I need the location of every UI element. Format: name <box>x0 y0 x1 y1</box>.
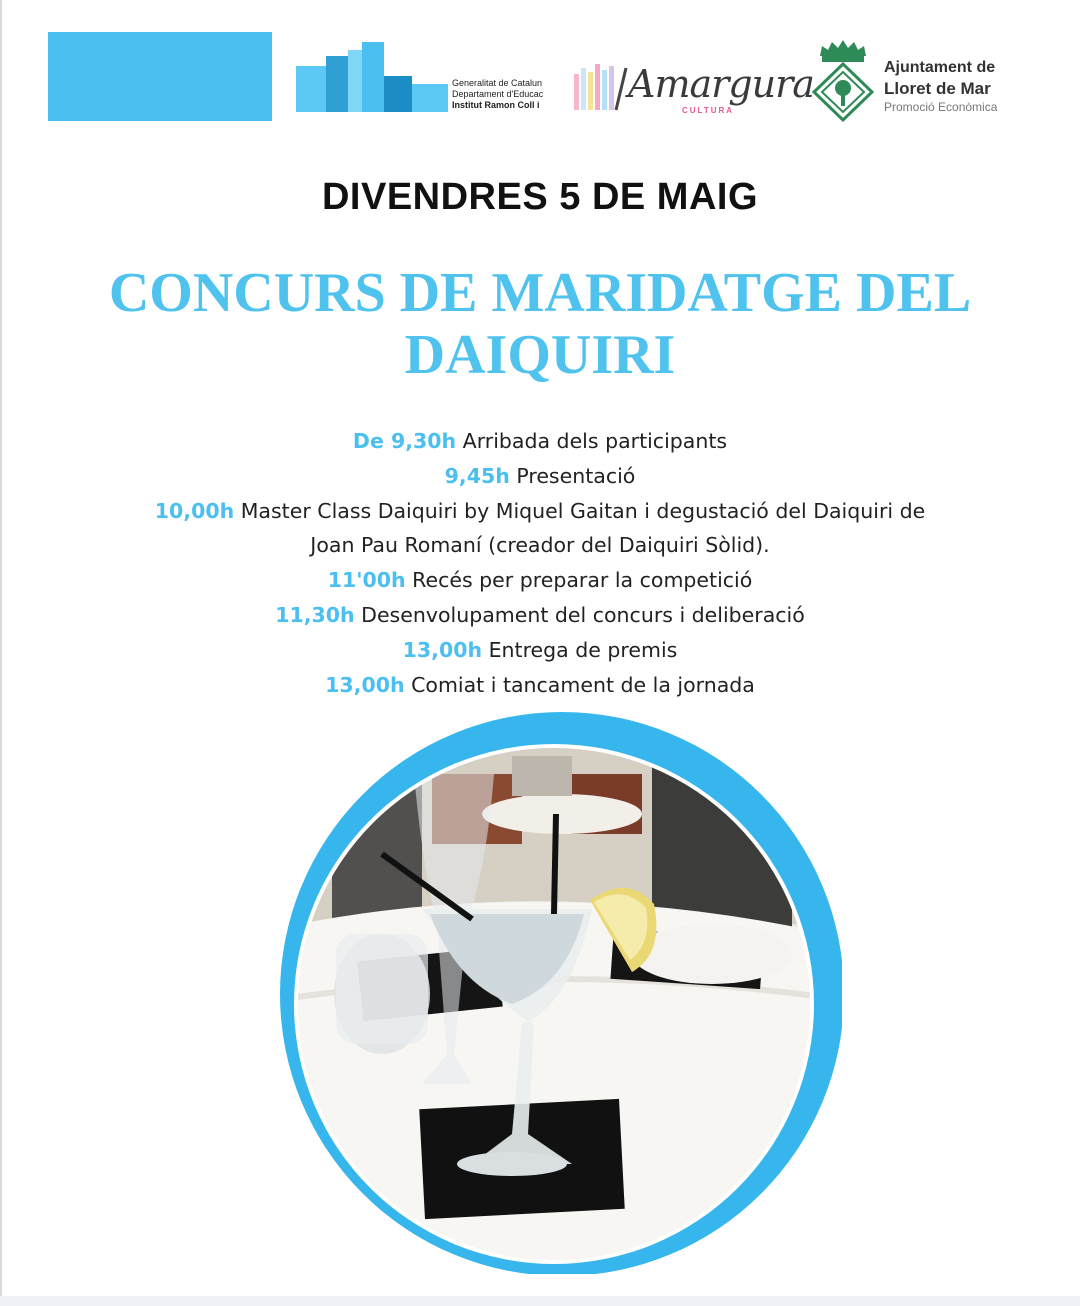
event-title <box>60 262 1020 386</box>
ajuntament-line2: Lloret de Mar <box>884 79 991 98</box>
schedule-text: Master Class Daiquiri by Miquel Gaitan i degustació del Daiquiri de <box>234 498 926 523</box>
schedule-time: 10,00h <box>154 498 235 523</box>
ajuntament-line3: Promoció Econòmica <box>884 100 998 114</box>
daiquiri-photo <box>272 704 842 1274</box>
lloret-seal-icon <box>808 38 878 122</box>
schedule-row <box>60 633 1020 668</box>
schedule-time: 13,00h <box>325 672 405 697</box>
schedule-time: 11,30h <box>275 602 355 627</box>
generalitat-line1: Generalitat de Catalun <box>452 78 543 88</box>
schedule-time: 9,45h <box>444 463 510 488</box>
schedule-row <box>60 668 1020 703</box>
schedule-row <box>60 459 1020 494</box>
generalitat-text <box>452 78 554 111</box>
generalitat-line2: Departament d'Educac <box>452 89 544 99</box>
ajuntament-line1: Ajuntament de <box>884 59 996 76</box>
schedule-row <box>60 528 1020 563</box>
event-date: DIVENDRES 5 DE MAIG <box>321 176 759 218</box>
schedule-time: 11'00h <box>327 568 406 593</box>
schedule-text: Arribada dels participants <box>456 429 728 453</box>
bottom-band <box>0 1296 1080 1306</box>
schedule-time: 13,00h <box>402 637 483 662</box>
schedule-text: Recés per preparar la competició <box>405 568 753 593</box>
schedule-time: De 9,30h <box>352 429 457 453</box>
schedule-row <box>60 424 1020 459</box>
blue-logo-placeholder <box>48 32 272 121</box>
generalitat-line3: Institut Ramon Coll i <box>452 100 540 110</box>
schedule-row <box>60 598 1020 633</box>
schedule-text: Presentació <box>509 463 636 488</box>
schedule-text: Comiat i tancament de la jornada <box>404 672 755 697</box>
schedule-text: Desenvolupament del concurs i deliberació <box>354 602 805 627</box>
schedule-text: Entrega de premis <box>482 637 678 662</box>
event-title-line2: DAIQUIRI <box>404 324 676 386</box>
schedule-row <box>60 494 1020 529</box>
schedule-text: Joan Pau Romaní (creador del Daiquiri Sòlid). <box>310 533 770 558</box>
schedule-row <box>60 563 1020 598</box>
ajuntament-text <box>884 58 997 115</box>
schedule-list <box>60 424 1020 702</box>
amargura-sub: CULTURA <box>682 106 735 115</box>
amargura-name: Amargura <box>628 62 814 106</box>
event-title-line1: CONCURS DE MARIDATGE DEL <box>108 262 972 324</box>
